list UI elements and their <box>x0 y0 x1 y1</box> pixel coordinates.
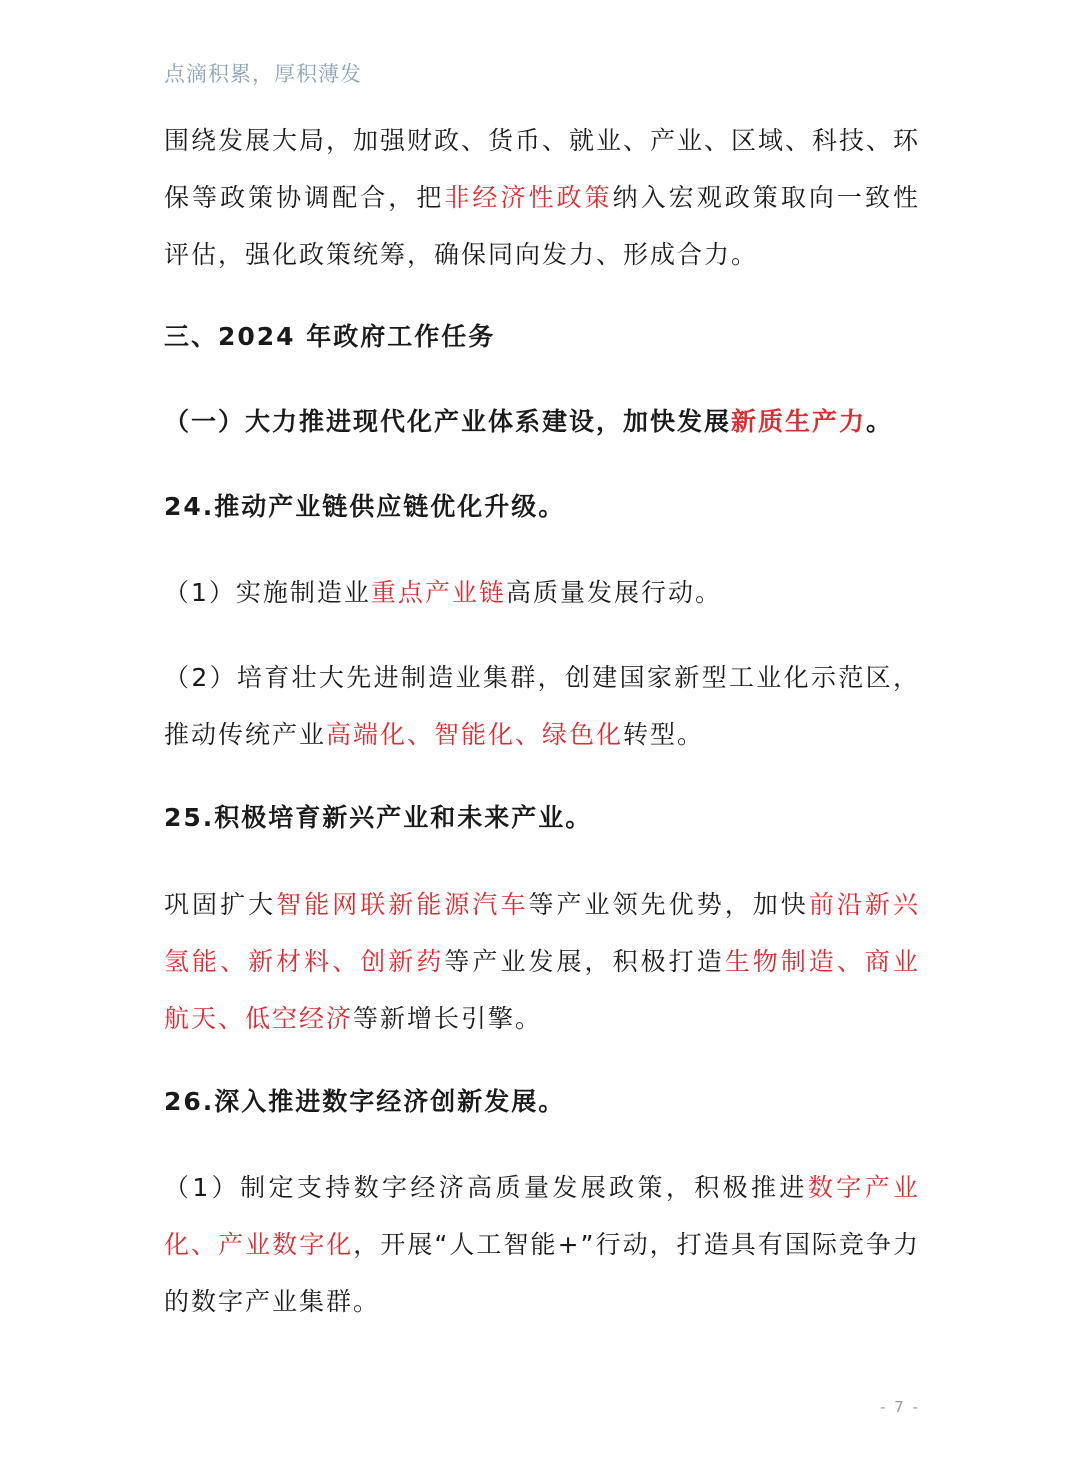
paragraph-text: 高质量发展行动。 <box>505 578 722 607</box>
item-heading-24: 24.推动产业链供应链优化升级。 <box>164 492 566 521</box>
highlight-text: 重点产业链 <box>370 578 506 607</box>
item-24-paragraph-2 <box>164 649 920 763</box>
highlight-text: 新质生产力 <box>731 407 867 436</box>
subsection-heading <box>164 402 920 442</box>
item-26-paragraph <box>164 1159 920 1330</box>
highlight-text: 智能网联新能源汽车 <box>276 890 529 919</box>
item-heading-25: 25.积极培育新兴产业和未来产业。 <box>164 803 593 832</box>
paragraph-text: 等产业发展，积极打造 <box>444 947 725 976</box>
paragraph-text: 转型。 <box>623 720 705 749</box>
item-heading-26: 26.深入推进数字经济创新发展。 <box>164 1087 566 1116</box>
highlight-text: 数字产业化、产业数字化 <box>164 1173 920 1259</box>
paragraph-policy-coordination <box>164 112 920 283</box>
paragraph-text: 纳入宏观政策取向一致性评估，强化政策统筹，确保同向发力、形成合力。 <box>164 183 920 269</box>
highlight-text: 高端化、智能化、绿色化 <box>326 720 624 749</box>
item-25-paragraph <box>164 876 920 1047</box>
paragraph-text: ，开展“人工智能+”行动，打造具有国际竞争力的数字产业集群。 <box>164 1230 920 1316</box>
heading-text: 。 <box>866 407 894 436</box>
page-header: 点滴积累，厚积薄发 <box>164 62 362 86</box>
highlight-text: 非经济性政策 <box>444 183 613 212</box>
highlight-text: 生物制造、商业航天、低空经济 <box>164 947 920 1033</box>
paragraph-text: 等新增长引擎。 <box>353 1004 543 1033</box>
paragraph-text: 围绕发展大局，加强财政、货币、就业、产业、区域、科技、环保等政策协调配合，把 <box>164 126 921 212</box>
paragraph-text: 等产业领先优势，加快 <box>528 890 809 919</box>
heading-text: （一）大力推进现代化产业体系建设，加快发展 <box>164 407 732 436</box>
paragraph-text: （1）实施制造业 <box>164 578 371 607</box>
section-heading: 三、2024 年政府工作任务 <box>164 322 496 351</box>
page-number: - 7 - <box>880 1398 920 1416</box>
paragraph-text: （1）制定支持数字经济高质量发展政策，积极推进 <box>164 1173 808 1202</box>
item-24-paragraph-1 <box>164 564 920 621</box>
highlight-text: 前沿新兴氢能、新材料、创新药 <box>164 890 920 976</box>
paragraph-text: （2）培育壮大先进制造业集群，创建国家新型工业化示范区，推动传统产业 <box>164 663 920 749</box>
paragraph-text: 巩固扩大 <box>164 890 277 919</box>
